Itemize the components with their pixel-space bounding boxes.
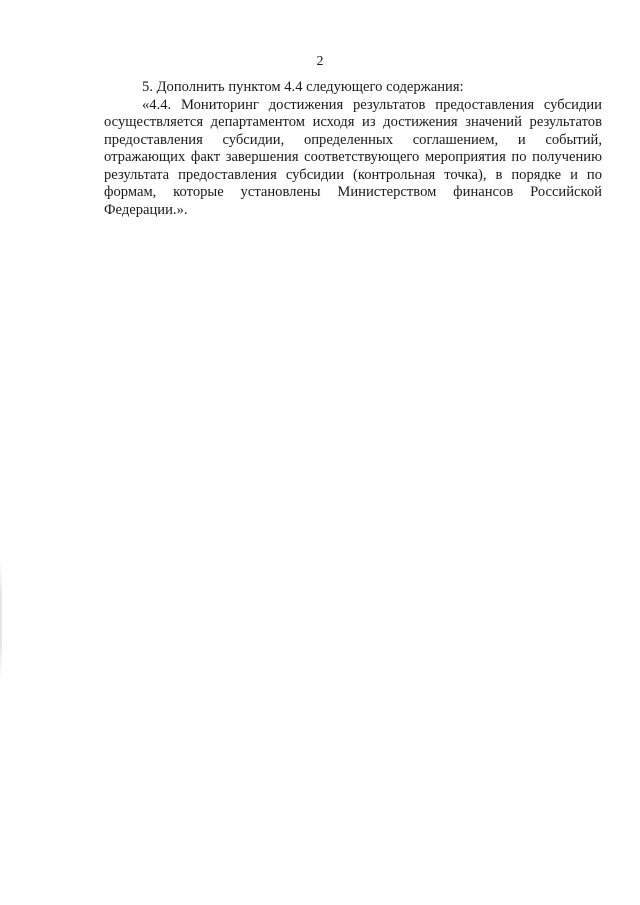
document-body xyxy=(104,79,602,219)
paragraph-item-5: 5. Дополнить пунктом 4.4 следующего содержания: xyxy=(142,79,464,95)
scan-edge-shadow xyxy=(0,560,2,680)
page-number: 2 xyxy=(316,54,324,69)
paragraph-item-4-4: «4.4. Мониторинг достижения результатов предоставления субсидии осуществляется департаментом исходя из достижения значений результатов предоставления субсидии, определенных соглашением, и событий, отражающих факт завершения соответствующего мероприятия по получению результата предоставления субсидии (контрольная точка), в порядке и по формам, которые установлены Министерством финансов Российской Федерации.». xyxy=(104,96,602,218)
